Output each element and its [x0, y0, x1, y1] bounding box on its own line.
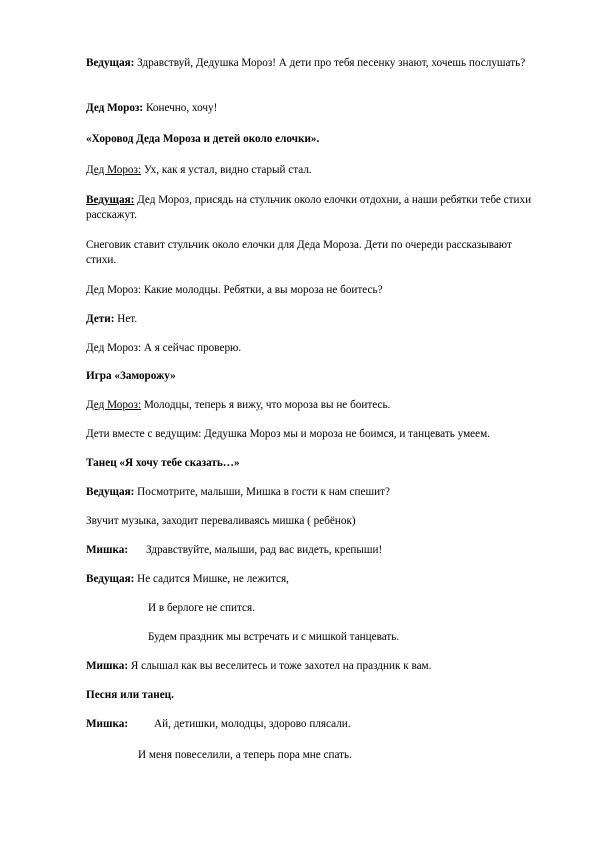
stage-direction-bear: Звучит музыка, заходит переваливаясь мишка ( ребёнок)	[86, 515, 356, 527]
line-text: Нет.	[114, 313, 138, 325]
line-bear-praise	[86, 717, 536, 732]
line-bear-heard	[86, 659, 536, 674]
line-text: Здравствуйте, малыши, рад вас видеть, крепыши!	[146, 544, 383, 556]
line-ded-moroz-question	[86, 283, 536, 298]
speaker-label: Дед Мороз:	[86, 164, 142, 176]
speaker-label: Дед Мороз:	[86, 342, 142, 354]
speaker-label: Дети:	[86, 313, 115, 325]
line-text: Конечно, хочу!	[143, 102, 218, 114]
line-host-verse-3: Будем праздник мы встречать и с мишкой танцевать.	[148, 631, 400, 643]
line-ded-moroz-tired	[86, 163, 536, 178]
line-host-greeting	[86, 56, 536, 71]
speaker-label: Мишка:	[86, 718, 129, 730]
stage-direction-snowman: Снеговик ставит стульчик около елочки для Деда Мороза. Дети по очереди рассказывают стихи.	[86, 239, 512, 266]
speaker-label: Дед Мороз:	[86, 102, 144, 114]
line-bear-greeting	[86, 543, 536, 558]
line-bear-sleep: И меня повеселили, а теперь пора мне спать.	[138, 749, 352, 761]
speaker-label: Ведущая:	[86, 194, 135, 206]
line-host-look	[86, 485, 536, 500]
speaker-label: Ведущая:	[86, 573, 135, 585]
speaker-label: Дед Мороз:	[86, 284, 142, 296]
line-text: Не садится Мишке, не лежится,	[134, 573, 289, 585]
line-ded-moroz-check	[86, 341, 536, 356]
line-host-verse-2: И в берлоге не спится.	[148, 602, 255, 614]
line-ded-moroz-praise	[86, 398, 536, 413]
speaker-label: Мишка:	[86, 544, 129, 556]
line-ded-moroz-reply	[86, 101, 536, 116]
line-text: А я сейчас проверю.	[141, 342, 242, 354]
speaker-label: Ведущая:	[86, 486, 135, 498]
heading-song: Песня или танец.	[86, 689, 174, 701]
speaker-label: Ведущая:	[86, 57, 135, 69]
line-host-verse-1	[86, 572, 536, 587]
heading-khorovod: «Хоровод Деда Мороза и детей около елочки».	[86, 133, 320, 145]
speaker-label: Дед Мороз:	[86, 399, 142, 411]
line-text: Ай, детишки, молодцы, здорово плясали.	[154, 718, 351, 730]
speaker-label: Мишка:	[86, 660, 129, 672]
line-host-sit-down	[86, 193, 536, 223]
line-text: Какие молодцы. Ребятки, а вы мороза не боитесь?	[141, 284, 383, 296]
line-children-answer	[86, 312, 536, 327]
line-children-with-host: Дети вместе с ведущим: Дедушка Мороз мы и мороза не боимся, и танцевать умеем.	[86, 428, 490, 440]
line-text: Посмотрите, малыши, Мишка в гости к нам спешит?	[134, 486, 390, 498]
line-text: Здравствуй, Дедушка Мороз! А дети про тебя песенку знают, хочешь послушать?	[134, 57, 526, 69]
line-text: Ух, как я устал, видно старый стал.	[141, 164, 312, 176]
line-text: Молодцы, теперь я вижу, что мороза вы не боитесь.	[141, 399, 391, 411]
line-text: Дед Мороз, присядь на стульчик около елочки отдохни, а наши ребятки тебе стихи расскажут.	[86, 194, 532, 221]
heading-dance: Танец «Я хочу тебе сказать…»	[86, 457, 240, 469]
line-text: Я слышал как вы веселитесь и тоже захотел на праздник к вам.	[128, 660, 432, 672]
heading-game: Игра «Заморожу»	[86, 370, 176, 382]
